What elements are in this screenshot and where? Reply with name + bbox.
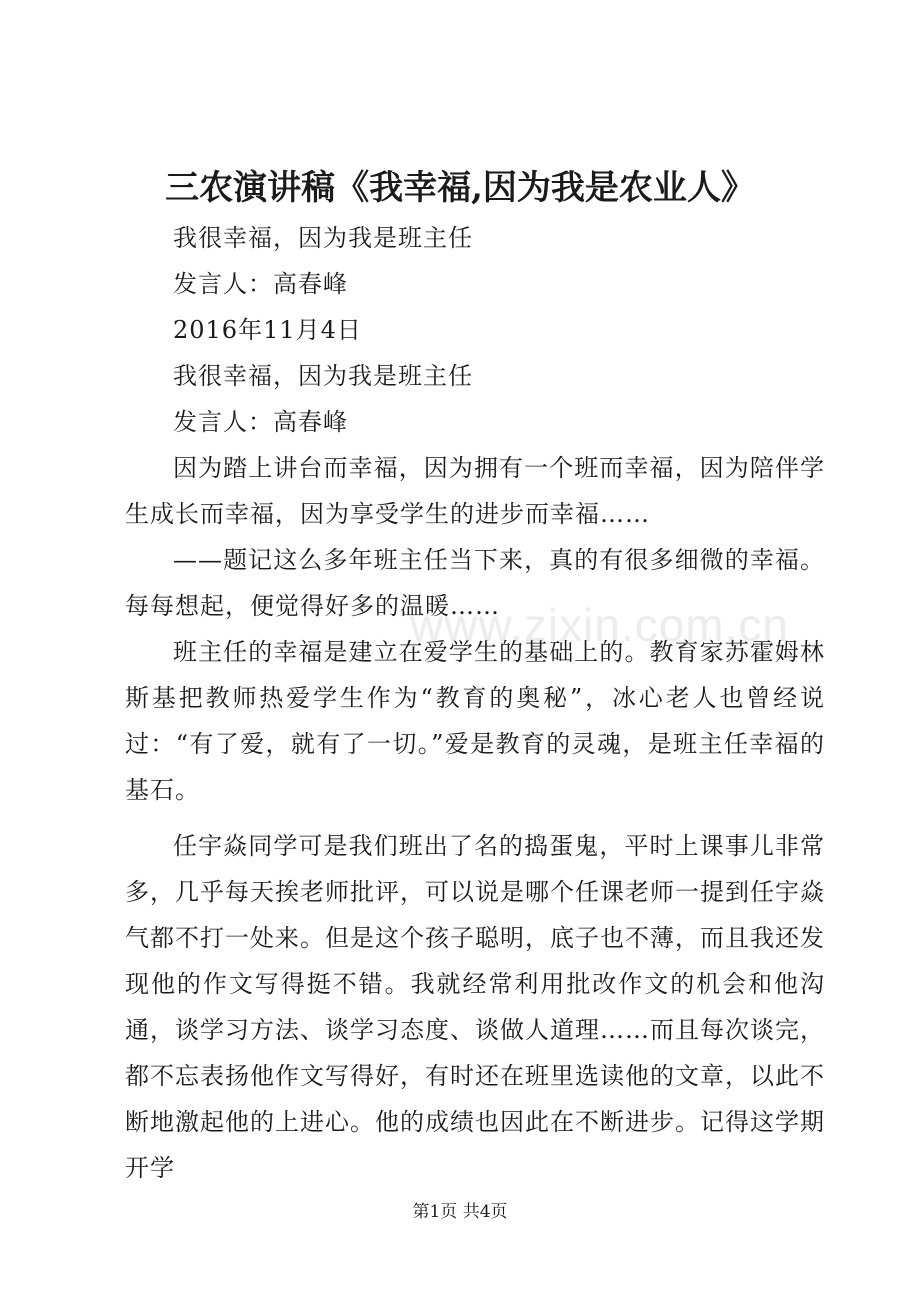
paragraph-subtitle-repeat: 我很幸福，因为我是班主任 (173, 362, 473, 390)
paragraph-love-foundation: 班主任的幸福是建立在爱学生的基础上的。教育家苏霍姆林斯基把教师热爱学生作为“教育的奥秘”，冰心老人也曾经说过：“有了爱，就有了一切。”爱是教育的灵魂，是班主任幸福的基石。 (125, 638, 825, 804)
paragraph-speaker: 发言人：高春峰 (173, 270, 348, 298)
page-footer: 第1页 共4页 (412, 1202, 508, 1222)
watermark: www.zixin.com.cn (410, 599, 789, 651)
paragraph-student-story: 任宇焱同学可是我们班出了名的捣蛋鬼，平时上课事儿非常多，几乎每天挨老师批评，可以说是哪个任课老师一提到任宇焱气都不打一处来。但是这个孩子聪明，底子也不薄，而且我还发现他的作文写得挺不错。我就经常利用批改作文的机会和他沟通，谈学习方法、谈学习态度、谈做人道理……而且每次谈完，都不忘表扬他作文写得好，有时还在班里选读他的文章，以此不断地激起他的上进心。他的成绩也因此在不断进步。记得这学期开学 (125, 832, 825, 1182)
paragraph-subtitle: 我很幸福，因为我是班主任 (173, 224, 473, 252)
paragraph-spacer (125, 813, 825, 823)
document-body (125, 215, 825, 1191)
paragraph-intro: ——题记这么多年班主任当下来，真的有很多细微的幸福。每每想起，便觉得好多的温暖…… (125, 546, 825, 620)
paragraph-speaker-repeat: 发言人：高春峰 (173, 408, 348, 436)
document-title: 三农演讲稿《我幸福,因为我是农业人》 (165, 168, 755, 208)
paragraph-epigraph: 因为踏上讲台而幸福，因为拥有一个班而幸福，因为陪伴学生成长而幸福，因为享受学生的进步而幸福…… (125, 454, 825, 528)
paragraph-date: 2016年11月4日 (173, 316, 362, 344)
